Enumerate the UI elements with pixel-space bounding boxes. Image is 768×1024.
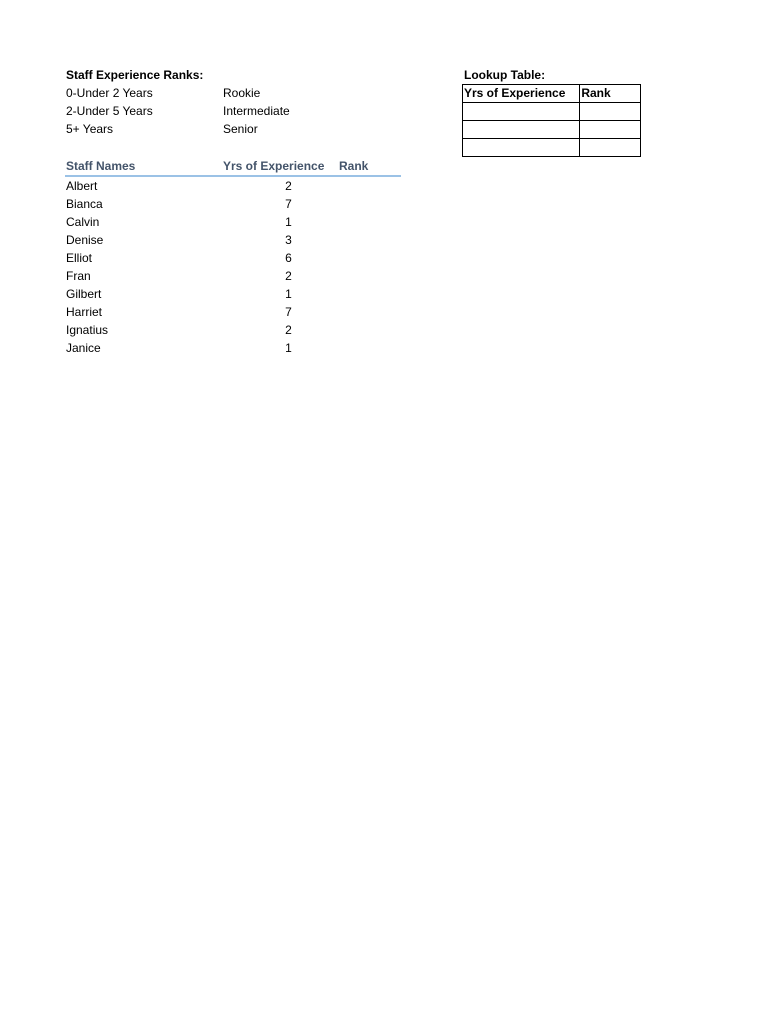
lookup-row <box>463 103 641 121</box>
rank-cell[interactable] <box>338 303 401 321</box>
lookup-rank-cell[interactable] <box>580 139 641 157</box>
table-row <box>65 249 401 267</box>
rank-range: 0-Under 2 Years <box>66 86 153 100</box>
years-experience-header[interactable]: Yrs of Experience <box>222 157 338 176</box>
years-cell[interactable]: 7 <box>285 305 292 319</box>
staff-name-cell[interactable]: Bianca <box>66 197 103 211</box>
table-row <box>65 267 401 285</box>
rank-cell[interactable] <box>338 195 401 213</box>
lookup-years-cell[interactable] <box>463 121 580 139</box>
table-row <box>65 176 401 195</box>
ranks-title: Staff Experience Ranks: <box>66 68 204 82</box>
staff-name-cell[interactable]: Gilbert <box>66 287 102 301</box>
staff-name-cell[interactable]: Fran <box>66 269 91 283</box>
rank-cell[interactable] <box>338 231 401 249</box>
years-cell[interactable]: 3 <box>285 233 292 247</box>
rank-range: 2-Under 5 Years <box>66 104 153 118</box>
years-cell[interactable]: 7 <box>285 197 292 211</box>
lookup-header-row <box>463 85 641 103</box>
table-row <box>65 231 401 249</box>
staff-name-cell[interactable]: Elliot <box>66 251 93 265</box>
rank-legend-row <box>66 120 366 138</box>
rank-name: Intermediate <box>223 104 290 118</box>
rank-cell[interactable] <box>338 213 401 231</box>
staff-name-cell[interactable]: Denise <box>66 233 104 247</box>
table-row <box>65 195 401 213</box>
years-cell[interactable]: 2 <box>285 179 292 193</box>
rank-name: Rookie <box>223 86 261 100</box>
staff-name-cell[interactable]: Ignatius <box>66 323 109 337</box>
rank-cell[interactable] <box>338 249 401 267</box>
staff-names-header[interactable]: Staff Names <box>65 157 222 176</box>
lookup-row <box>463 121 641 139</box>
staff-name-cell[interactable]: Albert <box>66 179 98 193</box>
table-row <box>65 285 401 303</box>
lookup-rank-cell[interactable] <box>580 103 641 121</box>
staff-table <box>65 157 401 357</box>
rank-cell[interactable] <box>338 321 401 339</box>
years-cell[interactable]: 1 <box>285 341 292 355</box>
lookup-rank-header[interactable]: Rank <box>580 85 641 103</box>
rank-legend-row <box>66 84 366 102</box>
lookup-table-title: Lookup Table: <box>464 68 546 82</box>
lookup-years-header[interactable]: Yrs of Experience <box>463 85 580 103</box>
rank-legend-row <box>66 102 366 120</box>
rank-range: 5+ Years <box>66 122 114 136</box>
staff-name-cell[interactable]: Calvin <box>66 215 100 229</box>
lookup-years-cell[interactable] <box>463 139 580 157</box>
lookup-row <box>463 139 641 157</box>
rank-cell[interactable] <box>338 285 401 303</box>
rank-header[interactable]: Rank <box>338 157 401 176</box>
staff-table-header-row <box>65 157 401 176</box>
staff-name-cell[interactable]: Harriet <box>66 305 103 319</box>
table-row <box>65 321 401 339</box>
table-row <box>65 213 401 231</box>
years-cell[interactable]: 2 <box>285 269 292 283</box>
rank-cell[interactable] <box>338 267 401 285</box>
lookup-table <box>462 84 641 157</box>
table-row <box>65 339 401 357</box>
rank-cell[interactable] <box>338 176 401 195</box>
staff-name-cell[interactable]: Janice <box>66 341 101 355</box>
years-cell[interactable]: 2 <box>285 323 292 337</box>
years-cell[interactable]: 6 <box>285 251 292 265</box>
rank-name: Senior <box>223 122 258 136</box>
years-cell[interactable]: 1 <box>285 215 292 229</box>
table-row <box>65 303 401 321</box>
years-cell[interactable]: 1 <box>285 287 292 301</box>
lookup-years-cell[interactable] <box>463 103 580 121</box>
rank-cell[interactable] <box>338 339 401 357</box>
lookup-rank-cell[interactable] <box>580 121 641 139</box>
